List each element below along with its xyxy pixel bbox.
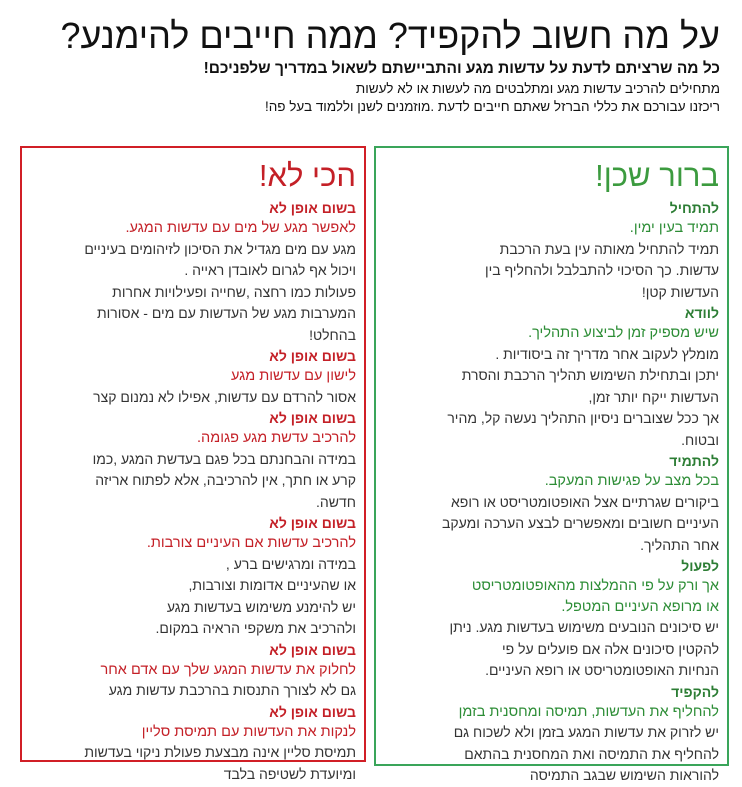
rule-heading: בשום אופן לא <box>269 641 356 658</box>
rule-heading: לפעול <box>681 558 719 574</box>
rule-body-line: יתכן ובתחילת השימוש תהליך הרכבת והסרת <box>461 367 719 383</box>
rule-lead: לאפשר מגע של מים עם עדשות המגע. <box>125 220 356 236</box>
rule-body <box>386 617 719 682</box>
rule-lead: להרכיב עדשות אם העיניים צורבות. <box>146 535 356 551</box>
rule-body-line: במידה ומרגישים ברע , <box>225 555 356 572</box>
rule-body-line: במידה והבחנתם בכל פגם בעדשת המגע ,כמו <box>92 450 356 467</box>
rule-section <box>386 303 719 451</box>
rule-body-line: מגע עם מים מגדיל את הסיכון לזיהומים בעיניים <box>84 240 356 257</box>
rule-heading: להתחיל <box>669 200 719 216</box>
rule-lead: אך ורק על פי ההמלצות מהאופטומטריסט <box>471 578 719 594</box>
rule-body-line: פעולות כמו רחצה ,שחייה ופעילויות אחרות <box>112 283 356 300</box>
rule-body <box>386 722 719 787</box>
dont-panel-title: הכי לא! <box>258 158 356 193</box>
rule-lead: לישון עם עדשות מגע <box>230 368 356 384</box>
rule-section <box>32 198 356 346</box>
rule-body-line: המערבות מגע של העדשות עם מים - אסורות <box>97 305 356 321</box>
rule-heading: בשום אופן לא <box>269 410 356 426</box>
rule-body-line: הנחיות האופטומטריסט או רופא העיניים. <box>485 662 719 678</box>
rule-body <box>32 239 356 347</box>
rule-body-line: ומיועדת לשטיפה בלבד <box>223 765 356 782</box>
rule-heading: להתמיד <box>669 453 719 469</box>
rule-body-line: אך ככל שצוברים ניסיון התהליך נעשה קל, מהיר <box>447 410 719 426</box>
rule-body-line: ויכול אף לגרום לאובדן ראייה . <box>184 262 356 278</box>
page-title: על מה חשוב להקפיד? ממה חייבים להימנע? <box>60 15 720 56</box>
rule-lead: בכל מצב על פגישות המעקב. <box>544 473 719 489</box>
rule-body-line: יש סיכונים הנובעים משימוש בעדשות מגע. ניתן <box>449 619 719 635</box>
rule-heading: לוודא <box>684 305 719 321</box>
do-panel <box>374 146 729 783</box>
rule-body <box>32 449 356 514</box>
rule-section <box>386 682 719 787</box>
dont-panel <box>20 146 366 782</box>
do-panel-title: ברור שכן! <box>595 158 719 193</box>
rule-section <box>32 702 356 786</box>
rule-body-line: ביקורים שגרתיים אצל האופטומטריסט או רופא <box>450 493 719 510</box>
rule-lead: לחלוק את עדשות המגע שלך עם אדם אחר <box>100 661 356 678</box>
rule-body-line: להקטין סיכונים אלה אם פועלים על פי <box>502 640 719 657</box>
page-subtitle: כל מה שרציתם לדעת על עדשות מגע והתביישתם לשאול במדריך שלפניכם! <box>203 60 720 77</box>
rule-body-line: להחליף את התמיסה ואת המחסנית בהתאם <box>464 745 719 762</box>
rule-heading: בשום אופן לא <box>269 200 356 216</box>
rule-section <box>32 640 356 702</box>
rule-section <box>32 346 356 408</box>
rule-heading: להקפיד <box>671 683 719 700</box>
rule-lead: לנקות את העדשות עם תמיסת סליין <box>141 723 356 740</box>
rule-body <box>386 344 719 452</box>
rule-body-line: קרע או חתך, אין להרכיבה, אלא לפתוח אריזה <box>95 472 356 488</box>
rule-section <box>386 198 719 303</box>
rule-lead: או מרופא העיניים המטפל. <box>561 598 719 615</box>
rule-section <box>32 513 356 640</box>
rule-section <box>386 556 719 682</box>
rule-body-line: תמיד להתחיל מאותה עין בעת הרכבת <box>499 240 719 257</box>
rule-body-line: אחר התהליך. <box>640 536 719 553</box>
rule-lead: להחליף את העדשות, תמיסה ומחסנית בזמן <box>458 703 719 720</box>
rule-body <box>32 387 356 409</box>
rule-body-line: יש להימנע משימוש בעדשות מגע <box>166 598 356 615</box>
intro-line: מתחילים להרכיב עדשות מגע ומתלבטים מה לעשות או לא לעשות <box>355 81 720 96</box>
rule-body <box>386 492 719 557</box>
rule-body-line: גם לא לצורך התנסות בהרכבת עדשות מגע <box>108 682 356 698</box>
rule-section <box>386 451 719 556</box>
rule-body-line: עדשות. כך הסיכוי להתבלבל ולהחליף בין <box>484 262 719 278</box>
rule-lead: תמיד בעין ימין. <box>629 220 719 236</box>
rule-body-line: העדשות קטן! <box>641 283 719 300</box>
rule-section <box>32 408 356 513</box>
rule-body-line: מומלץ לעקוב אחר מדריך זה ביסודיות . <box>495 345 719 362</box>
rule-body-line: או שהעיניים אדומות וצורבות, <box>188 577 356 593</box>
rule-heading: בשום אופן לא <box>269 703 356 720</box>
rule-body-line: העדשות ייקח יותר זמן, <box>588 388 719 405</box>
rule-lead: שיש מספיק זמן לביצוע התהליך. <box>528 325 719 341</box>
rule-heading: בשום אופן לא <box>269 348 356 364</box>
intro-line: ריכזנו עבורכם את כללי הברזל שאתם חייבים לדעת .מוזמנים לשנן וללמוד בעל פה! <box>264 99 720 114</box>
rule-heading: בשום אופן לא <box>269 515 356 531</box>
rule-body-line: יש לזרוק את עדשות המגע בזמן ולא לשכוח גם <box>453 724 719 740</box>
dont-sections <box>32 198 356 785</box>
rule-body-line: העיניים חשובים ומאפשרים לבצע הערכה ומעקב <box>442 515 719 531</box>
rule-body-line: חדשה. <box>316 493 356 510</box>
rule-body <box>32 680 356 702</box>
rule-body <box>32 554 356 640</box>
rule-body-line: להוראות השימוש שבגב התמיסה <box>529 767 719 783</box>
rule-body <box>386 239 719 304</box>
rule-body-line: ולהרכיב את משקפי הראיה במקום. <box>155 620 356 636</box>
do-sections <box>386 198 719 787</box>
rule-body-line: אסור להרדם עם עדשות, אפילו לא נמנום קצר <box>93 388 356 405</box>
rule-body-line: ובטוח. <box>681 431 719 448</box>
rule-body-line: תמיסת סליין אינה מבצעת פעולת ניקוי בעדשות <box>84 744 356 760</box>
rule-lead: להרכיב עדשת מגע פגומה. <box>197 430 356 446</box>
rule-body-line: בהחלט! <box>309 326 356 343</box>
